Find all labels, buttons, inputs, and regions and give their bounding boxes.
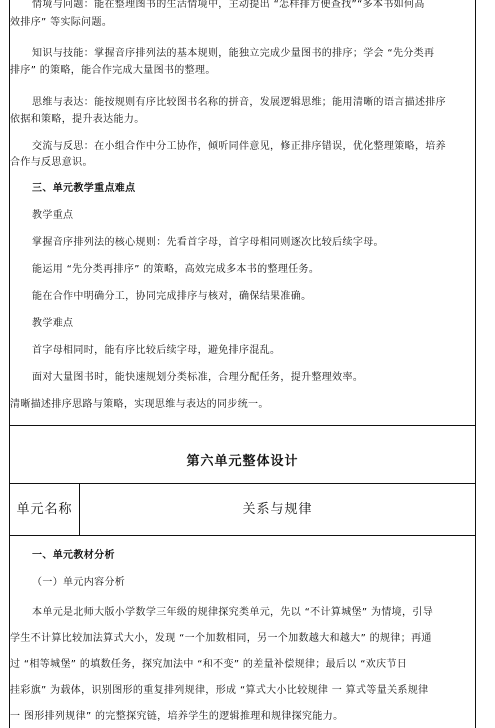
paragraph-line: 效排序” 等实际问题。 bbox=[10, 17, 113, 28]
unit-name-label: 单元名称 bbox=[10, 484, 80, 535]
paragraph-line: 排序” 的策略，能合作完成大量图书的整理。 bbox=[10, 65, 216, 76]
paragraph-line: 面对大量图书时，能快速规划分类标准，合理分配任务，提升整理效率。 bbox=[32, 372, 364, 383]
analysis-subheading: （一）单元内容分析 bbox=[32, 577, 126, 588]
paragraph-line: 一 图形排列规律” 的完整探究链，培养学生的逻辑推理和规律探究能力。 bbox=[10, 711, 344, 722]
paragraph-line: 清晰描述排序思路与策略，实现思维与表达的同步统一。 bbox=[10, 399, 269, 410]
paragraph-line: 本单元是北师大版小学数学三年级的规律探究类单元，先以 “不计算城堡” 为情境，引导 bbox=[32, 607, 434, 618]
paragraph-line: 思维与表达：能按规则有序比较图书名称的拼音，发展逻辑思维；能用清晰的语言描述排序 bbox=[32, 97, 446, 108]
section-heading: 三、单元教学重点难点 bbox=[32, 183, 136, 194]
paragraph-line: 依据和策略，提升表达能力。 bbox=[10, 114, 145, 125]
paragraph-line: 交流与反思：在小组合作中分工协作，倾听同伴意见，修正排序错误，优化整理策略，培养 bbox=[32, 141, 446, 152]
subheading-difficulties: 教学难点 bbox=[32, 318, 74, 329]
unit-title-row bbox=[10, 426, 475, 484]
paragraph-line: 挂彩旗” 为载体，识别图形的重复排列规律，形成 “算式大小比较规律 一 算式等量关系规律 bbox=[10, 685, 429, 696]
paragraph-line: 知识与技能：掌握音序排列法的基本规则，能独立完成少量图书的排序；学会 “先分类再 bbox=[32, 48, 435, 59]
paragraph-line: 学生不计算比较加法算式大小，发现 “一个加数相同，另一个加数越大和越大” 的规律；再通 bbox=[10, 633, 432, 644]
unit-title: 第六单元整体设计 bbox=[186, 454, 299, 469]
analysis-heading: 一、单元教材分析 bbox=[32, 550, 115, 561]
paragraph-line: 能运用 “先分类再排序” 的策略，高效完成多本书的整理任务。 bbox=[32, 264, 320, 275]
analysis-section bbox=[10, 536, 475, 728]
unit-name-row bbox=[10, 484, 475, 536]
objectives-section bbox=[10, 0, 475, 426]
subheading-key-points: 教学重点 bbox=[32, 210, 74, 221]
paragraph-line: 合作与反思意识。 bbox=[10, 157, 93, 168]
table-frame bbox=[9, 0, 476, 728]
unit-name-value: 关系与规律 bbox=[242, 502, 313, 517]
paragraph-line: 掌握音序排列法的核心规则：先看首字母，首字母相同则逐次比较后续字母。 bbox=[32, 237, 384, 248]
paragraph-line: 能在合作中明确分工，协同完成排序与核对，确保结果准确。 bbox=[32, 291, 312, 302]
paragraph-line: 情境与问题：能在整理图书的生活情境中，主动提出 “怎样排方便查找”“多本书如何高 bbox=[32, 0, 425, 10]
paragraph-line: 过 “相等城堡” 的填数任务，探究加法中 “和不变” 的差量补偿规律；最后以 “欢庆节日 bbox=[10, 659, 408, 670]
paragraph-line: 首字母相同时，能有序比较后续字母，避免排序混乱。 bbox=[32, 345, 281, 356]
